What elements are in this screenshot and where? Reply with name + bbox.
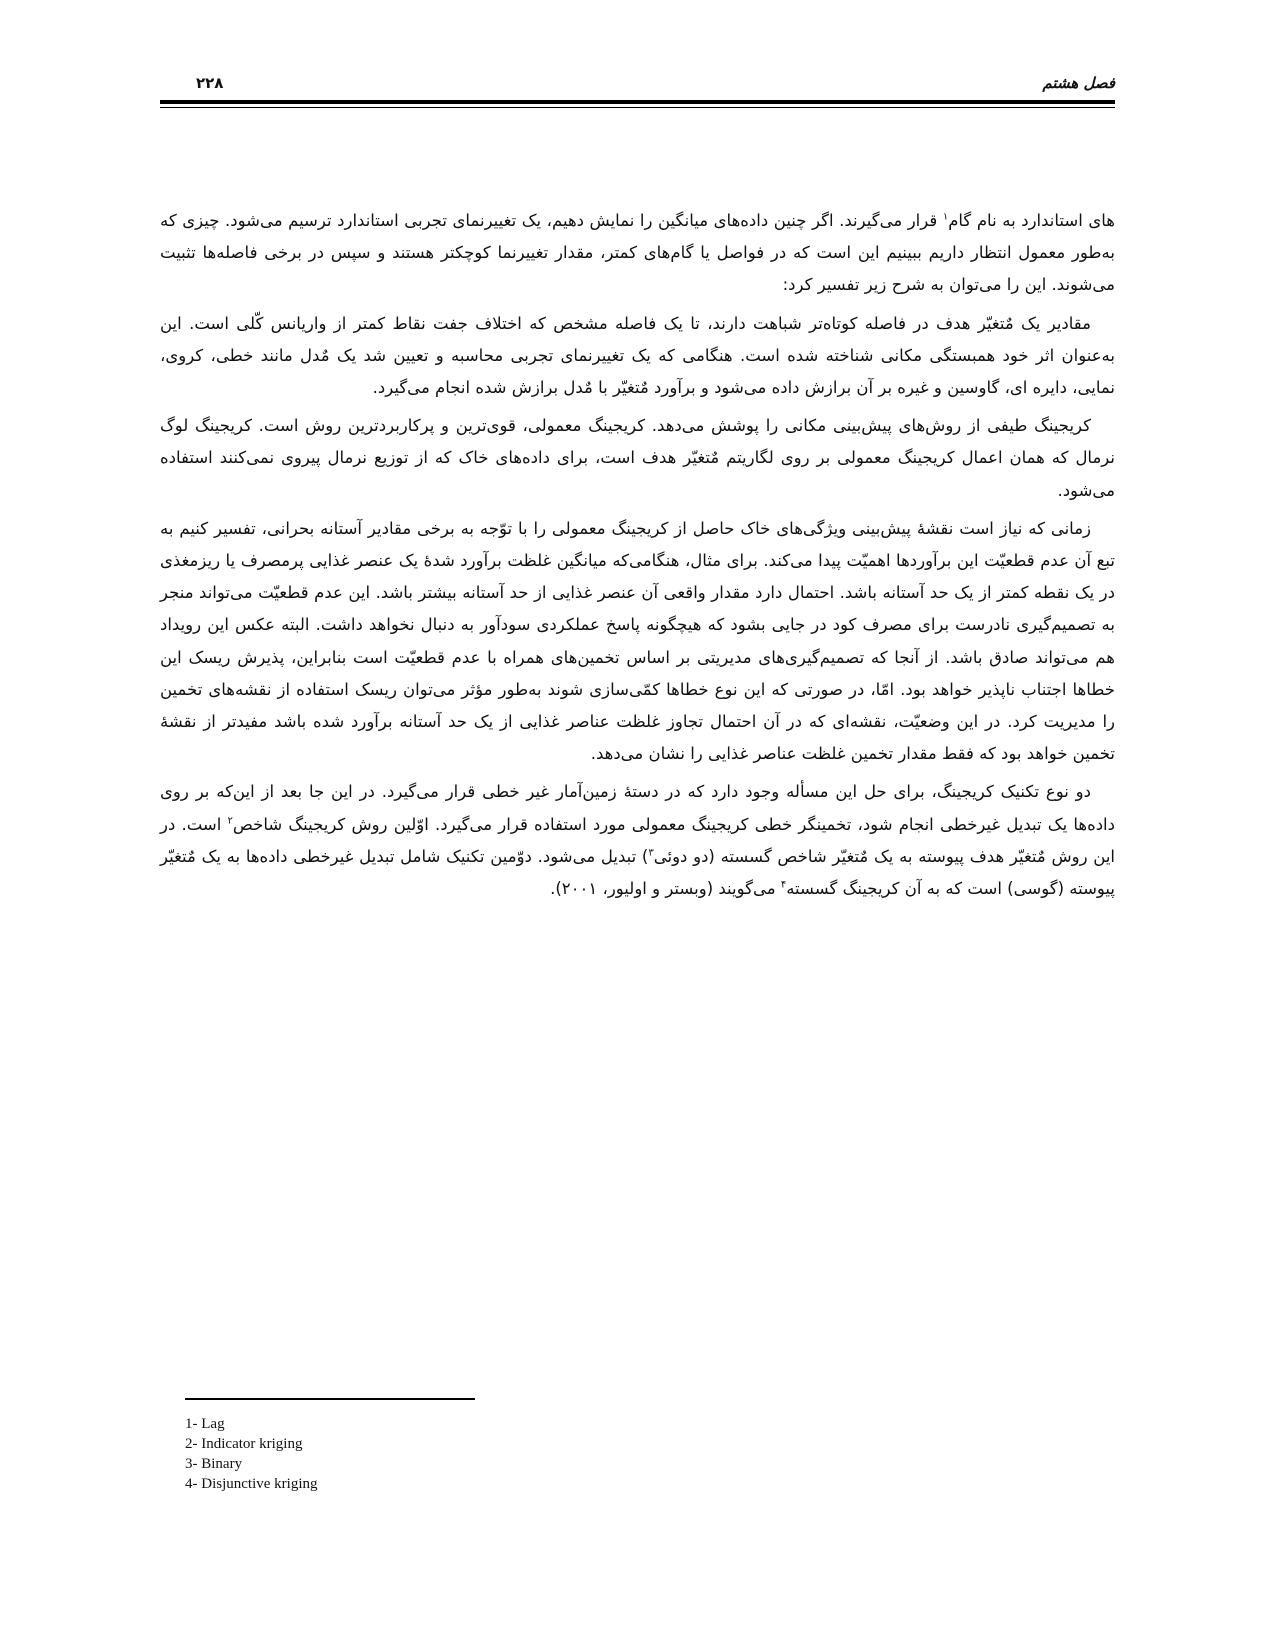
paragraph-5-part1: دو نوع تکنیک کریجینگ، برای حل این مسأله وجود دارد که در دستهٔ زمین‌آمار غیر خطی قرار می‌گیرد. در این جا بعد از این‌که بر روی داده‌ها یک تبدیل غیرخطی انجام شود، تخمینگر خطی کریجینگ معمولی مورد استفاده قرار می‌گیرد. اوّلین روش کریجینگ شاخص [160,782,1115,834]
footnote-separator [185,1398,475,1400]
chapter-title: فصل هشتم [1042,74,1115,92]
footnotes [185,1414,685,1494]
paragraph-4: زمانی که نیاز است نقشهٔ پیش‌بینی ویژگی‌های خاک حاصل از کریجینگ معمولی را با توّجه به برخی مقادیر آستانه بحرانی، تفسیر کنیم به تبع آن عدم قطعیّت این برآوردها اهمیّت پیدا می‌کند. برای مثال، هنگامی‌که میانگین غلظت برآورد شدهٔ یک عنصر غذایی پرمصرف یا ریزمغذی در یک نقطه کمتر از یک حد آستانه باشد. احتمال دارد مقدار واقعی آن عنصر غذایی از حد آستانه بیشتر باشد. این عدم قطعیّت می‌تواند منجر به تصمیم‌گیری نادرست برای مصرف کود در جایی بشود که هیچگونه پاسخ عملکردی سودآور به دنبال نخواهد داشت. البته عکس این رویداد هم می‌تواند صادق باشد. از آنجا که تصمیم‌گیری‌های مدیریتی بر اساس تخمین‌های همراه با عدم قطعیّت است بنابراین، پذیرش ریسک این خطاها اجتناب ناپذیر خواهد بود. امّا، در صورتی که این نوع خطاها کمّی‌سازی شوند به‌طور مؤثر می‌توان ریسک استفاده از نقشه‌های تخمین را مدیریت کرد. در این وضعیّت، نقشه‌ای که در آن احتمال تجاوز غلظت عناصر غذایی از یک حد آستانه برآورد شده باشد مفیدتر از نقشهٔ تخمین خواهد بود که فقط مقدار تخمین غلظت عناصر غذایی را نشان می‌دهد. [160,518,1115,764]
header-rule-thin [160,107,1115,108]
footnote-ref-4: ۴ [780,879,787,891]
paragraph-5 [160,776,1115,905]
paragraph-3: کریجینگ طیفی از روش‌های پیش‌بینی مکانی را پوشش می‌دهد. کریجینگ معمولی، قوی‌ترین و پرکاربردترین روش است. کریجینگ لوگ نرمال که همان اعمال کریجینگ معمولی بر روی لگاریتم مٌتغیّر هدف است، برای داده‌های خاک که از توزیع نرمال پیروی نمی‌کنند استفاده می‌شود. [160,416,1115,500]
footnote-1: 1- Lag [185,1416,225,1432]
body-text [160,205,1115,911]
footnote-3: 3- Binary [185,1456,243,1472]
paragraph-1-part1: های استاندارد به نام گام [948,211,1115,230]
footnote-ref-2: ۲ [227,815,233,827]
footnote-ref-1: ۱ [942,211,949,223]
paragraph-5-part4: می‌گویند (وبستر و اولیور، ۲۰۰۱). [550,879,781,899]
page-header [160,68,1115,114]
paragraph-5-part2: است. در این روش مٌتغیّر هدف پیوسته به یک مٌتغیّر شاخص گسسته (دو دوئی [160,814,1115,866]
paragraph-2: مقادیر یک مٌتغیّر هدف در فاصله کوتاه‌تر شباهت دارند، تا یک فاصله مشخص که اختلاف جفت نقاط کمتر از واریانس کّلی است. این به‌عنوان اثر خود همبستگی مکانی شناخته شده است. هنگامی که یک تغییرنمای تجربی محاسبه و تعیین شد یک مٌدل مانند خطی، کروی، نمایی، دایره ای، گاوسین و غیره بر آن برازش داده می‌شود و برآورد مٌتغیّر با مٌدل برازش شده انجام می‌گیرد. [160,313,1115,398]
paragraph-5-part3: ) تبدیل می‌شود. دوّمین تکنیک شامل تبدیل غیرخطی داده‌ها به یک مٌتغیّر پیوسته (گوسی) است که به آن کریجینگ گسسته [160,846,1115,899]
paragraph-1-part2: قرار می‌گیرند. اگر چنین داده‌های میانگین را نمایش دهیم، یک تغییرنمای تجربی استاندارد ترسیم می‌شود. چیزی که به‌طور معمول انتظار داریم ببینیم این است که در فواصل یا گام‌های کمتر، مقدار تغییرنما کوچکتر هستند و سپس در برخی فاصله‌ها تثبیت می‌شوند. این را می‌توان به شرح زیر تفسیر کرد: [160,211,1115,295]
paragraph-1 [160,205,1115,302]
header-rule-thick [160,100,1115,104]
footnote-ref-3: ۳ [648,847,654,859]
footnote-2: 2- Indicator kriging [185,1436,303,1452]
page-number: ۲۲۸ [196,74,224,92]
footnote-4: 4- Disjunctive kriging [185,1476,318,1492]
